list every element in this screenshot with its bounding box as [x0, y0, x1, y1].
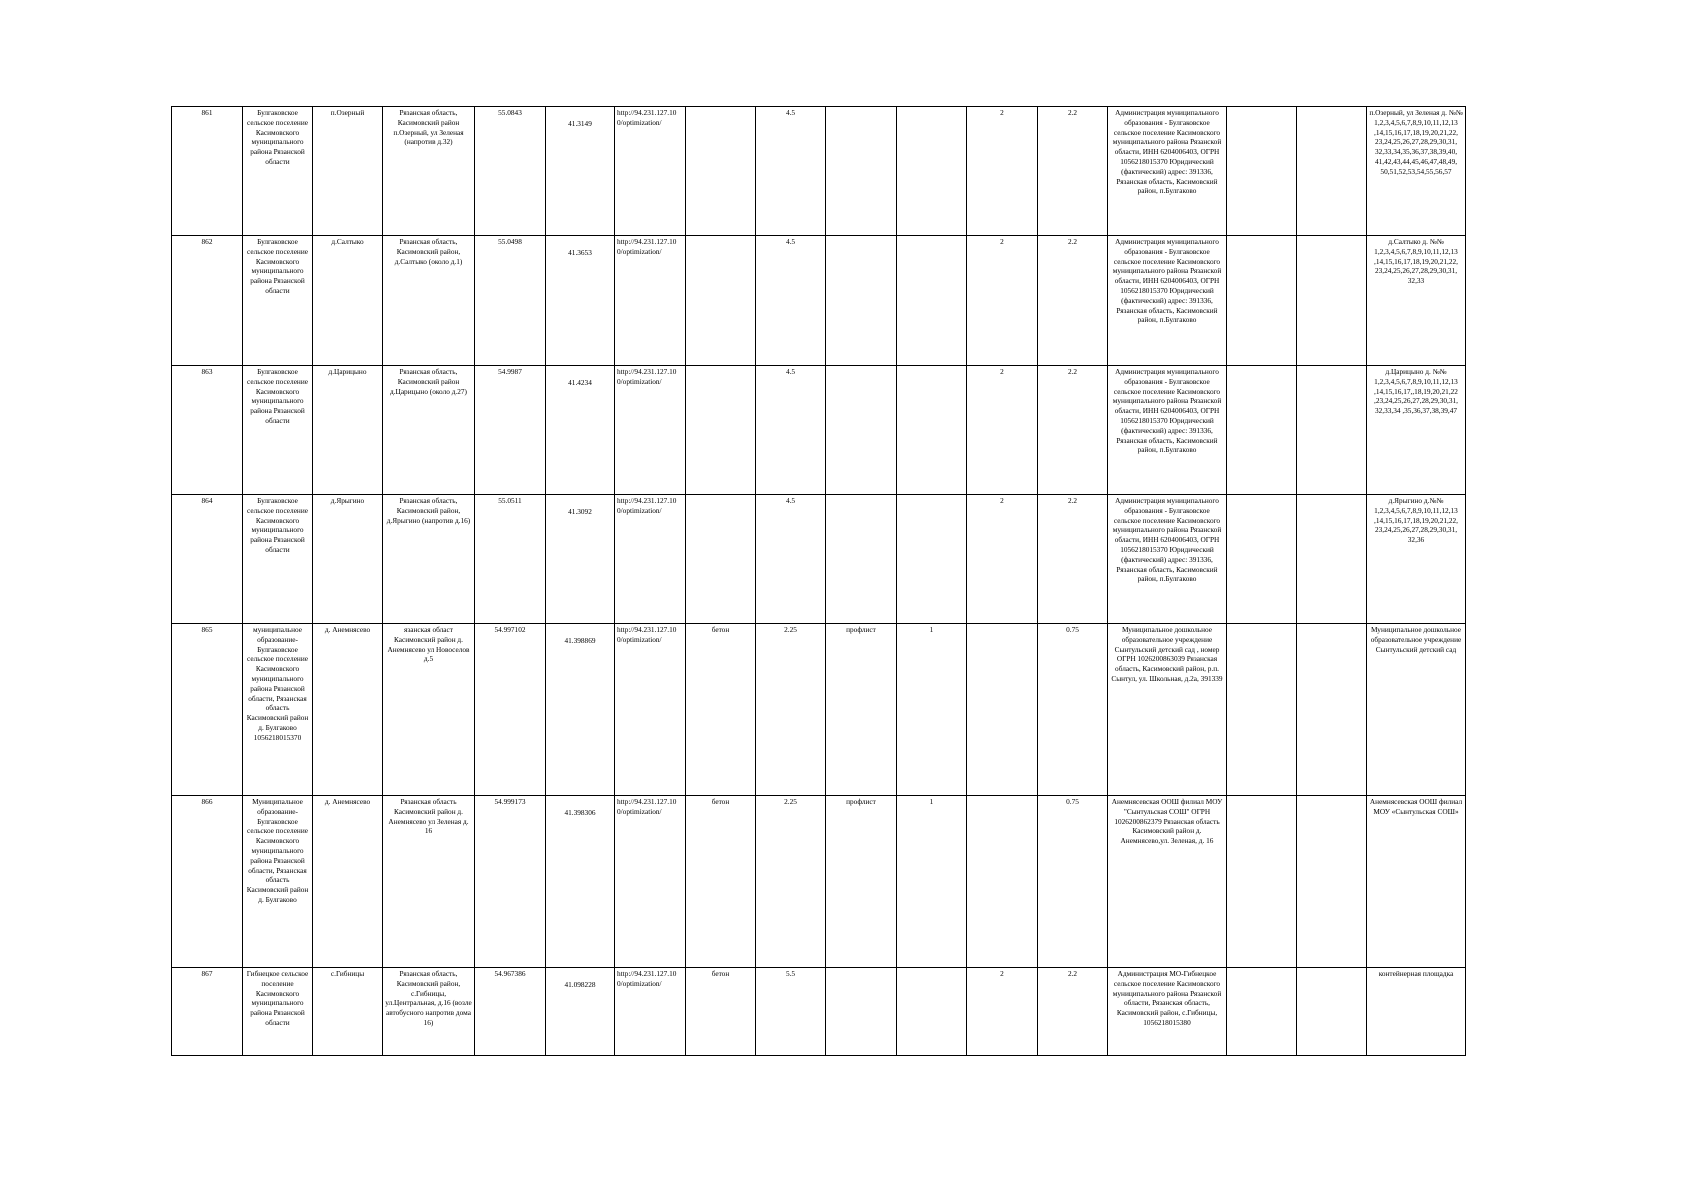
extra-cell — [1227, 796, 1297, 968]
containers-count-cell: 1 — [897, 796, 967, 968]
fence-cell — [826, 495, 897, 624]
link-cell: http://94.231.127.10 0/optimization/ — [615, 236, 686, 366]
municipality-cell: Булгаковское сельское поселение Касимовского муниципального района Рязанской области — [243, 236, 313, 366]
area-cell: 4.5 — [756, 366, 826, 495]
extra-cell — [1227, 366, 1297, 495]
link-cell: http://94.231.127.10 0/optimization/ — [615, 107, 686, 236]
registry-table — [171, 106, 1466, 1056]
table-row — [172, 796, 1466, 968]
extra-cell — [1297, 495, 1367, 624]
address-cell: язанская област Касимовский район д. Анемнясево ул Новоселов д.5 — [383, 624, 475, 796]
municipality-cell: Булгаковское сельское поселение Касимовского муниципального района Рязанской области — [243, 495, 313, 624]
surface-cell — [686, 366, 756, 495]
address-cell: Рязанская область, Касимовский район, д.Ярыгино (напротив д.16) — [383, 495, 475, 624]
containers-count-cell — [897, 968, 967, 1056]
extra-cell — [1297, 107, 1367, 236]
owner-cell: Анемнясевская ООШ филиал МОУ "Сынтульская СОШ" ОГРН 1026200862379 Рязанская область Касимовский район д. Анемнясево,ул. Зеленая, д. 16 — [1108, 796, 1227, 968]
volume-cell: 0.75 — [1038, 624, 1108, 796]
longitude-cell: 41.398869 — [546, 624, 615, 796]
link-cell: http://94.231.127.10 0/optimization/ — [615, 495, 686, 624]
owner-cell: Администрация муниципального образования - Булгаковское сельское поселение Касимовского муниципального района Рязанской области, ИНН 6204006403, ОГРН 1056218015370 Юридический (фактический) адрес: 391336, Рязанская область, Касимовский район, п.Булгаково — [1108, 495, 1227, 624]
surface-cell — [686, 236, 756, 366]
waste-sources-cell: д.Ярыгино д.№№ 1,2,3,4,5,6,7,8,9,10,11,12,13 ,14,15,16,17,18,19,20,21,22, 23,24,25,26,27,28,29,30,31, 32,36 — [1367, 495, 1466, 624]
extra-cell — [1227, 107, 1297, 236]
volume-cell: 2.2 — [1038, 968, 1108, 1056]
settlement-cell: д. Анемнясево — [313, 796, 383, 968]
longitude-cell: 41.3092 — [546, 495, 615, 624]
fence-cell — [826, 107, 897, 236]
latitude-cell: 55.0843 — [475, 107, 546, 236]
extra-cell — [1297, 968, 1367, 1056]
surface-cell — [686, 107, 756, 236]
owner-cell: Муниципальное дошкольное образовательное учреждение Сынтульский детский сад , номер ОГРН 1026200863039 Рязанская область, Касимовский район, р.п. Сынтул, ул. Школьная, д.2а, 391339 — [1108, 624, 1227, 796]
area-cell: 5.5 — [756, 968, 826, 1056]
table-row — [172, 624, 1466, 796]
waste-sources-cell: д.Царицыно д. №№ 1,2,3,4,5,6,7,8,9,10,11,12,13 ,14,15,16,17,,18,19,20,21,22 ,23,24,25,26,27,28,29,30,31, 32,33,34 ,35,36,37,38,39,47 — [1367, 366, 1466, 495]
containers-planned-cell — [967, 796, 1038, 968]
area-cell: 2.25 — [756, 624, 826, 796]
owner-cell: Администрация муниципального образования - Булгаковское сельское поселение Касимовского муниципального района Рязанской области, ИНН 6204006403, ОГРН 1056218015370 Юридический (фактический) адрес: 391336, Рязанская область, Касимовский район, п.Булгаково — [1108, 107, 1227, 236]
municipality-cell: Булгаковское сельское поселение Касимовского муниципального района Рязанской области — [243, 366, 313, 495]
link-cell: http://94.231.127.10 0/optimization/ — [615, 624, 686, 796]
address-cell: Рязанская область Касимовский район д. Анемнясево ул Зеленая д. 16 — [383, 796, 475, 968]
containers-count-cell — [897, 366, 967, 495]
containers-count-cell — [897, 495, 967, 624]
row-number-cell: 861 — [172, 107, 243, 236]
area-cell: 4.5 — [756, 495, 826, 624]
longitude-cell: 41.3653 — [546, 236, 615, 366]
row-number-cell: 865 — [172, 624, 243, 796]
settlement-cell: д. Анемнясево — [313, 624, 383, 796]
settlement-cell: п.Озерный — [313, 107, 383, 236]
owner-cell: Администрация муниципального образования - Булгаковское сельское поселение Касимовского муниципального района Рязанской области, ИНН 6204006403, ОГРН 1056218015370 Юридический (фактический) адрес: 391336, Рязанская область, Касимовский район, п.Булгаково — [1108, 366, 1227, 495]
extra-cell — [1297, 236, 1367, 366]
extra-cell — [1227, 495, 1297, 624]
waste-sources-cell: контейнерная площадка — [1367, 968, 1466, 1056]
row-number-cell: 864 — [172, 495, 243, 624]
row-number-cell: 866 — [172, 796, 243, 968]
owner-cell: Администрация муниципального образования - Булгаковское сельское поселение Касимовского муниципального района Рязанской области, ИНН 6204006403, ОГРН 1056218015370 Юридический (фактический) адрес: 391336, Рязанская область, Касимовский район, п.Булгаково — [1108, 236, 1227, 366]
containers-count-cell — [897, 236, 967, 366]
address-cell: Рязанская область, Касимовский район п.Озерный, ул Зеленая (напротив д.32) — [383, 107, 475, 236]
address-cell: Рязанская область, Касимовский район, д.Салтыко (около д.1) — [383, 236, 475, 366]
latitude-cell: 55.0498 — [475, 236, 546, 366]
row-number-cell: 863 — [172, 366, 243, 495]
settlement-cell: д.Салтыко — [313, 236, 383, 366]
municipality-cell: Гибнецкое сельское поселение Касимовского муниципального района Рязанской области — [243, 968, 313, 1056]
address-cell: Рязанская область, Касимовский район, с.Гибницы, ул.Центральная, д.16 (возле автобусного напротив дома 16) — [383, 968, 475, 1056]
extra-cell — [1227, 236, 1297, 366]
latitude-cell: 54.997102 — [475, 624, 546, 796]
table-row — [172, 495, 1466, 624]
fence-cell — [826, 968, 897, 1056]
fence-cell — [826, 366, 897, 495]
waste-sources-cell: Муниципальное дошкольное образовательное учреждение Сынтульский детский сад — [1367, 624, 1466, 796]
surface-cell: бетон — [686, 624, 756, 796]
containers-planned-cell: 2 — [967, 495, 1038, 624]
containers-count-cell: 1 — [897, 624, 967, 796]
containers-planned-cell: 2 — [967, 236, 1038, 366]
fence-cell: профлист — [826, 796, 897, 968]
latitude-cell: 54.967386 — [475, 968, 546, 1056]
table-row — [172, 968, 1466, 1056]
longitude-cell: 41.3149 — [546, 107, 615, 236]
volume-cell: 2.2 — [1038, 107, 1108, 236]
link-cell: http://94.231.127.10 0/optimization/ — [615, 968, 686, 1056]
latitude-cell: 54.999173 — [475, 796, 546, 968]
surface-cell — [686, 495, 756, 624]
table-row — [172, 366, 1466, 495]
surface-cell: бетон — [686, 796, 756, 968]
municipality-cell: муниципальное образование- Булгаковское сельское поселение Касимовского муниципального района Рязанской области, Рязанская область Касимовский район д. Булгаково 1056218015370 — [243, 624, 313, 796]
owner-cell: Администрация МО-Гибнецкое сельское поселение Касимовского муниципального района Рязанской области, Рязанская область, Касимовский район, с.Гибницы, 1056218015380 — [1108, 968, 1227, 1056]
table-row — [172, 236, 1466, 366]
surface-cell: бетон — [686, 968, 756, 1056]
latitude-cell: 54.9987 — [475, 366, 546, 495]
containers-planned-cell: 2 — [967, 366, 1038, 495]
link-cell: http://94.231.127.10 0/optimization/ — [615, 796, 686, 968]
area-cell: 4.5 — [756, 236, 826, 366]
extra-cell — [1297, 624, 1367, 796]
containers-count-cell — [897, 107, 967, 236]
longitude-cell: 41.098228 — [546, 968, 615, 1056]
table-body — [172, 107, 1466, 1056]
settlement-cell: д.Царицыно — [313, 366, 383, 495]
extra-cell — [1227, 624, 1297, 796]
waste-sources-cell: п.Озерный, ул Зеленая д. №№ 1,2,3,4,5,6,7,8,9,10,11,12,13 ,14,15,16,17,18,19,20,21,22, 23,24,25,26,27,28,29,30,31, 32,33,34,35,36,37,38,39,40, 41,42,43,44,45,46,47,48,49, 50,51,52,53,54,55,56,57 — [1367, 107, 1466, 236]
extra-cell — [1297, 366, 1367, 495]
extra-cell — [1227, 968, 1297, 1056]
containers-planned-cell: 2 — [967, 968, 1038, 1056]
municipality-cell: Муниципальное образование- Булгаковское сельское поселение Касимовского муниципального района Рязанской области, Рязанская область Касимовский район д. Булгаково — [243, 796, 313, 968]
address-cell: Рязанская область, Касимовский район д.Царицыно (около д.27) — [383, 366, 475, 495]
area-cell: 2.25 — [756, 796, 826, 968]
table-row — [172, 107, 1466, 236]
fence-cell: профлист — [826, 624, 897, 796]
waste-sources-cell: д.Салтыко д. №№ 1,2,3,4,5,6,7,8,9,10,11,12,13 ,14,15,16,17,18,19,20,21,22, 23,24,25,26,27,28,29,30,31, 32,33 — [1367, 236, 1466, 366]
latitude-cell: 55.0511 — [475, 495, 546, 624]
settlement-cell: д.Ярыгино — [313, 495, 383, 624]
waste-sources-cell: Анемнясевская ООШ филиал МОУ «Сынтульская СОШ» — [1367, 796, 1466, 968]
containers-planned-cell: 2 — [967, 107, 1038, 236]
municipality-cell: Булгаковское сельское поселение Касимовского муниципального района Рязанской области — [243, 107, 313, 236]
row-number-cell: 867 — [172, 968, 243, 1056]
longitude-cell: 41.4234 — [546, 366, 615, 495]
containers-planned-cell — [967, 624, 1038, 796]
settlement-cell: с.Гибницы — [313, 968, 383, 1056]
volume-cell: 2.2 — [1038, 236, 1108, 366]
area-cell: 4.5 — [756, 107, 826, 236]
fence-cell — [826, 236, 897, 366]
longitude-cell: 41.398306 — [546, 796, 615, 968]
volume-cell: 2.2 — [1038, 366, 1108, 495]
volume-cell: 0.75 — [1038, 796, 1108, 968]
volume-cell: 2.2 — [1038, 495, 1108, 624]
link-cell: http://94.231.127.10 0/optimization/ — [615, 366, 686, 495]
extra-cell — [1297, 796, 1367, 968]
row-number-cell: 862 — [172, 236, 243, 366]
